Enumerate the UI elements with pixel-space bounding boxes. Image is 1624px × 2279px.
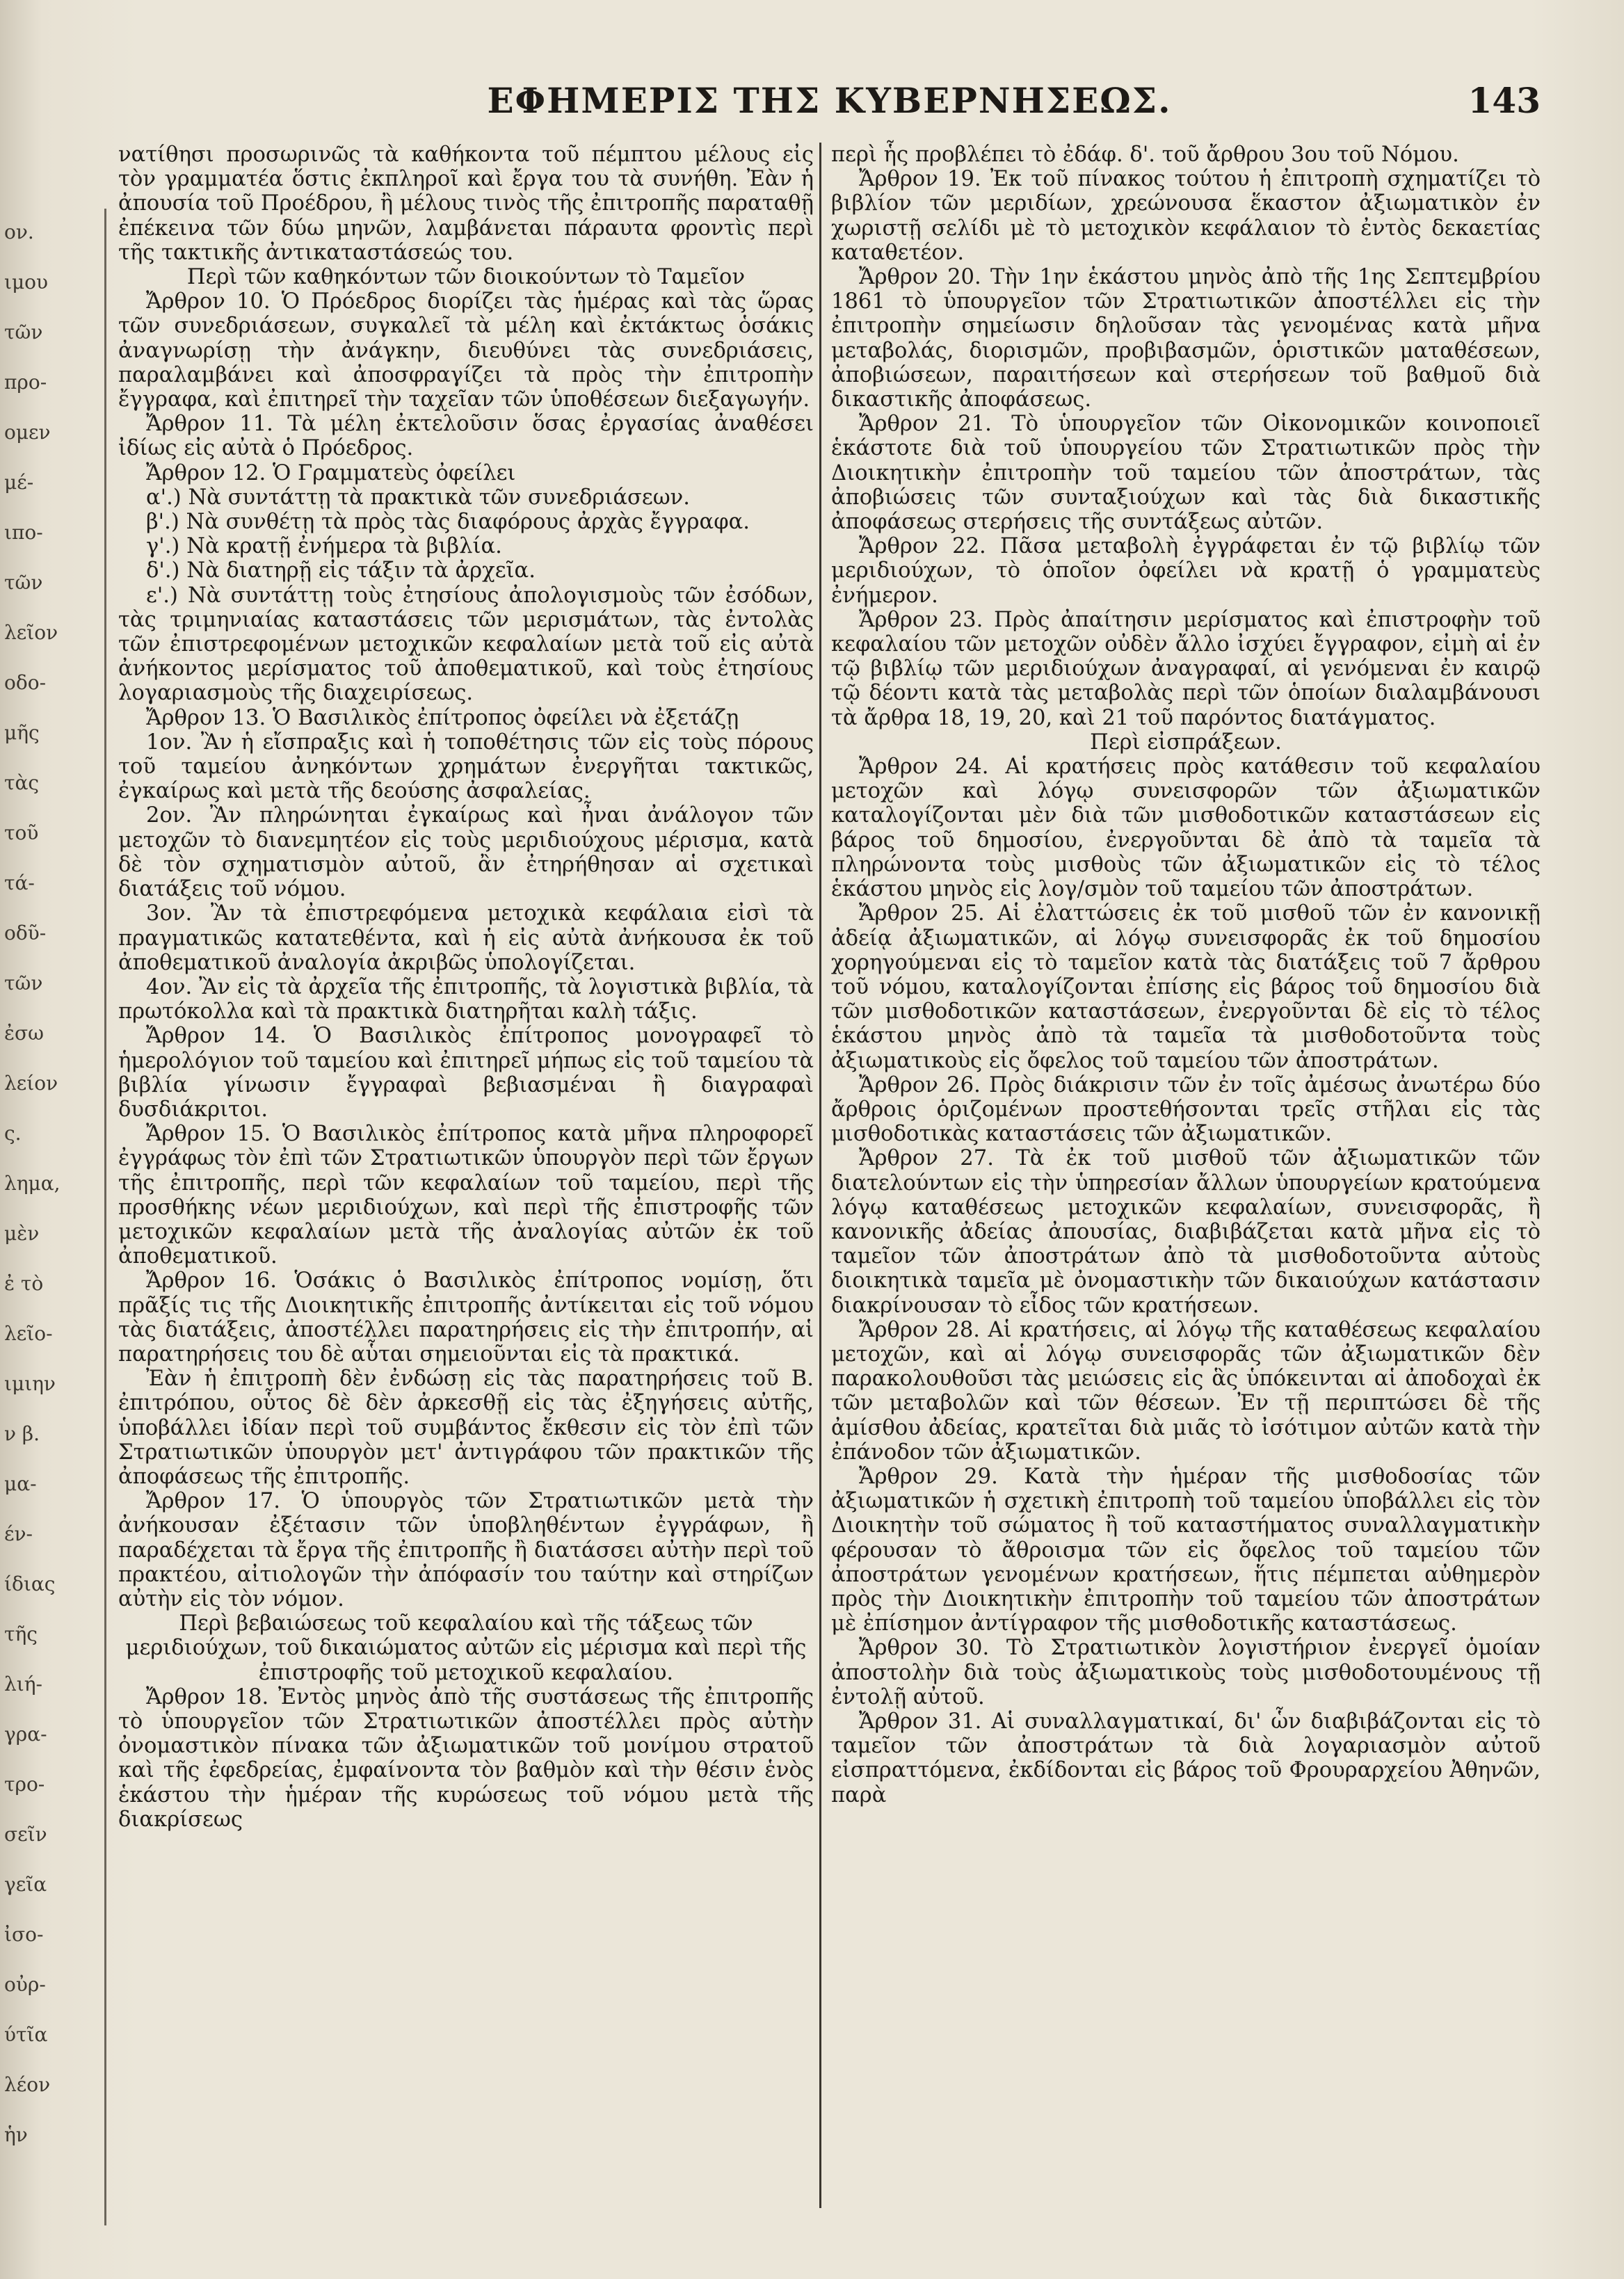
paragraph: β'.) Νὰ συνθέτῃ τὰ πρὸς τὰς διαφόρους ἀρχὰς ἔγγραφα.: [146, 510, 750, 535]
paragraph: Ἄρθρον 11. Τὰ μέλη ἐκτελοῦσιν ὅσας ἐργασίας ἀναθέσει ἰδίως εἰς αὐτὰ ὁ Πρόεδρος.: [118, 412, 814, 461]
paragraph: Ἄρθρον 12. Ὁ Γραμματεὺς ὀφείλει: [146, 460, 516, 485]
paragraph: Ἄρθρον 22. Πᾶσα μεταβολὴ ἐγγράφεται ἐν τῷ βιβλίῳ τῶν μεριδιούχων, τὸ ὁποῖον ὀφείλει νὰ κρατῇ ὁ γραμματεὺς ἐνήμερον.: [831, 534, 1541, 608]
paragraph: περὶ ἧς προβλέπει τὸ ἐδάφ. δ'. τοῦ ἄρθρου 3ου τοῦ Νόμου.: [831, 143, 1459, 167]
page-number: 143: [1468, 80, 1541, 121]
margin-fragment: τῶν: [4, 321, 43, 344]
margin-fragment: τῶν: [4, 972, 43, 994]
margin-fragment: τοῦ: [4, 821, 39, 844]
column-divider: [819, 143, 821, 2208]
margin-fragment: γεῖα: [4, 1873, 47, 1896]
margin-fragment: λημα,: [4, 1172, 61, 1195]
paragraph: Ἄρθρον 15. Ὁ Βασιλικὸς ἐπίτροπος κατὰ μῆνα πληροφορεῖ ἐγγράφως τὸν ἐπὶ τῶν Στρατιωτικῶν ὑπουργὸν περὶ τῶν ἔργων τῆς ἐπιτροπῆς, περὶ τῶν κεφαλαίων τοῦ ταμείου, περὶ τῆς προσθήκης νέων μεριδιούχων, καὶ περὶ τῆς ἐπιστροφῆς τῶν μετοχικῶν κεφαλαίων μετὰ τῆς ἀναλογίας αὐτῶν ἐκ τοῦ ἀποθεματικοῦ.: [118, 1122, 814, 1269]
margin-fragment: ιμου: [4, 271, 49, 293]
margin-fragment: γρα-: [4, 1723, 47, 1746]
margin-fragment: τά-: [4, 871, 35, 894]
right-column: [831, 143, 1541, 1807]
margin-fragment: ἰσο-: [4, 1923, 44, 1946]
paragraph: α'.) Νὰ συντάττῃ τὰ πρακτικὰ τῶν συνεδριάσεων.: [146, 485, 690, 510]
margin-fragment: τὰς: [4, 771, 40, 794]
section-heading: Περὶ βεβαιώσεως τοῦ κεφαλαίου καὶ τῆς τάξεως τῶν μεριδιούχων, τοῦ δικαιώματος αὐτῶν εἰς μέρισμα καὶ περὶ τῆς ἐπιστροφῆς τοῦ μετοχικοῦ κεφαλαίου.: [125, 1611, 807, 1685]
margin-fragment: ον.: [4, 220, 34, 243]
margin-fragment: λιή-: [4, 1673, 42, 1696]
margin-fragment: λέον: [4, 2073, 51, 2096]
paragraph: 1ον. Ἂν ἡ εἴσπραξις καὶ ἡ τοποθέτησις τῶν εἰς τοὺς πόρους τοῦ ταμείου ἀνηκόντων χρημάτων ἐνεργῆται τακτικῶς, ἐγκαίρως καὶ μετὰ τῆς δεούσης ἀσφαλείας.: [118, 730, 814, 804]
margin-fragment: ς.: [4, 1122, 22, 1145]
margin-fragment: τῶν: [4, 571, 43, 594]
paragraph: Ἄρθρον 13. Ὁ Βασιλικὸς ἐπίτροπος ὀφείλει νὰ ἐξετάζῃ: [146, 705, 739, 730]
margin-fragment: ιπο-: [4, 521, 43, 544]
margin-fragment: μα-: [4, 1472, 37, 1495]
paragraph: Ἄρθρον 10. Ὁ Πρόεδρος διορίζει τὰς ἡμέρας καὶ τὰς ὥρας τῶν συνεδριάσεων, συγκαλεῖ τὰ μέλη καὶ ἐκτάκτως ὁσάκις ἀναγνωρίσῃ τὴν ἀνάγκην, διευθύνει τὰς συνεδριάσεις, παραλαμβάνει καὶ ἀποσφραγίζει τὰ πρὸς τὴν ἐπιτροπὴν ἔγγραφα, καὶ ἐπιτηρεῖ τὴν ταχεῖαν τῶν ὑποθέσεων διεξαγωγήν.: [118, 289, 814, 412]
paragraph: Ἄρθρον 14. Ὁ Βασιλικὸς ἐπίτροπος μονογραφεῖ τὸ ἡμερολόγιον τοῦ ταμείου καὶ ἐπιτηρεῖ μήπως εἰς τοῦ ταμείου τὰ βιβλία γίνωσιν ἔγγραφαὶ βεβιασμέναι ἢ διαγραφαὶ δυσδιάκριτοι.: [118, 1024, 814, 1122]
paragraph: Ἄρθρον 20. Τὴν 1ην ἑκάστου μηνὸς ἀπὸ τῆς 1ης Σεπτεμβρίου 1861 τὸ ὑπουργεῖον τῶν Στρατιωτικῶν ἀποστέλλει εἰς τὴν ἐπιτροπὴν σημείωσιν δηλοῦσαν τὰς γενομένας κατὰ μῆνα μεταβολάς, διορισμῶν, προβιβασμῶν, ὁριστικῶν ματαθέσεων, ἀποβιώσεων, παραιτήσεων καὶ στερήσεων τοῦ βαθμοῦ διὰ δικαστικῆς ἀποφάσεως.: [831, 265, 1541, 412]
margin-fragment: οδο-: [4, 671, 47, 694]
margin-fragment: έν-: [4, 1522, 33, 1545]
paragraph: 3ον. Ἂν τὰ ἐπιστρεφόμενα μετοχικὰ κεφάλαια εἰσὶ τὰ πραγματικῶς κατατεθέντα, καὶ ἡ εἰς αὐτὰ ἀνήκουσα ἐκ τοῦ ἀποθεματικοῦ ἀναλογία ἀκριβῶς ὑπολογίζεται.: [118, 901, 814, 975]
paragraph: Ἄρθρον 23. Πρὸς ἀπαίτησιν μερίσματος καὶ ἐπιστροφὴν τοῦ κεφαλαίου τῶν μετοχῶν οὐδὲν ἄλλο ἰσχύει ἔγγραφον, εἰμὴ αἱ ἐν τῷ βιβλίῳ τῶν μεριδιούχων ἀναγραφαί, αἱ γενόμεναι ἐν καιρῷ τῷ δέοντι κατὰ τὰς μεταβολὰς περὶ τῶν ὁποίων διαλαμβάνουσι τὰ ἄρθρα 18, 19, 20, καὶ 21 τοῦ παρόντος διατάγματος.: [831, 607, 1541, 730]
margin-fragment: ν β.: [4, 1422, 40, 1445]
margin-fragment: μῆς: [4, 721, 40, 744]
paragraph: Ἐὰν ἡ ἐπιτροπὴ δὲν ἐνδώσῃ εἰς τὰς παρατηρήσεις τοῦ Β. ἐπιτρόπου, οὗτος δὲ δὲν ἀρκεσθῇ εἰς τὰς ἐξηγήσεις αὐτῆς, ὑποβάλλει ἰδίαν περὶ τοῦ συμβάντος ἔκθεσιν εἰς τὸν ἐπὶ τῶν Στρατιωτικῶν ὑπουργὸν μετ' ἀντιγράφου τῶν πρακτικῶν τῆς ἀποφάσεως τῆς ἐπιτροπῆς.: [118, 1367, 814, 1489]
gazette-title: ΕΦΗΜΕΡΙΣ ΤΗΣ ΚΥΒΕΡΝΗΣΕΩΣ.: [487, 80, 1172, 121]
paragraph: Ἄρθρον 16. Ὁσάκις ὁ Βασιλικὸς ἐπίτροπος νομίσῃ, ὅτι πρᾶξίς τις τῆς Διοικητικῆς ἐπιτροπῆς ἀντίκειται εἰς τοῦ νόμου τὰς διατάξεις, ἀποστέλλει παρατηρήσεις εἰς τὴν ἐπιτροπήν, αἱ παρατηρήσεις του δὲ αὗται σημειοῦνται εἰς τὰ πρακτικά.: [118, 1269, 814, 1367]
margin-fragment: προ-: [4, 371, 47, 394]
margin-fragment: ίδιας: [4, 1572, 56, 1595]
margin-fragment: λείον: [4, 1072, 58, 1095]
paragraph: Ἄρθρον 27. Τὰ ἐκ τοῦ μισθοῦ τῶν ἀξιωματικῶν τῶν διατελούντων εἰς τὴν ὑπηρεσίαν ἄλλων ὑπουργείων κρατούμενα λόγῳ καταθέσεως μετοχικῶν κεφαλαίων, συνεισφορᾶς, ἢ κανονικῆς ἀδείας ἀπουσίας, διαβιβάζεται κατὰ μῆνα εἰς τὸ ταμεῖον τῶν ἀποστράτων ἀπὸ τὰ μισθοδοτοῦντα αὐτοὺς διοικητικὰ ταμεῖα μὲ ὀνομαστικὴν τῶν δικαιούχων κατάστασιν διακρίνουσαν τὸ εἶδος τῶν κρατήσεων.: [831, 1146, 1541, 1318]
paragraph: Ἄρθρον 18. Ἐντὸς μηνὸς ἀπὸ τῆς συστάσεως τῆς ἐπιτροπῆς τὸ ὑπουργεῖον τῶν Στρατιωτικῶν ἀποστέλλει πρὸς αὐτὴν ὀνομαστικὸν πίνακα τῶν ἀξιωματικῶν τοῦ μονίμου στρατοῦ καὶ τῆς ἐφεδρείας, ἐμφαίνοντα τὸν βαθμὸν καὶ τὴν θέσιν ἑνὸς ἑκάστου τὴν ἡμέραν τῆς κυρώσεως τοῦ νόμου μετὰ τῆς διακρίσεως: [118, 1684, 814, 1832]
margin-fragment: ιμιην: [4, 1372, 56, 1395]
paragraph: Ἄρθρον 30. Τὸ Στρατιωτικὸν λογιστήριον ἐνεργεῖ ὁμοίαν ἀποστολὴν διὰ τοὺς ἀξιωματικοὺς τοὺς μισθοδοτουμένους τῇ ἐντολῇ αὐτοῦ.: [831, 1636, 1541, 1709]
margin-fragment: τρο-: [4, 1773, 45, 1796]
section-heading: Περὶ εἰσπράξεων.: [1090, 730, 1282, 755]
paragraph: Ἄρθρον 19. Ἐκ τοῦ πίνακος τούτου ἡ ἐπιτροπὴ σχηματίζει τὸ βιβλίον τῶν μεριδίων, χρεώνουσα ἕκαστον ἀξιωματικὸν ἐν χωριστῇ σελίδι μὲ τὸ μετοχικὸν κεφάλαιον τὸ ἐντὸς δεκαετίας καταθετέον.: [831, 167, 1541, 265]
left-column: [118, 143, 814, 1832]
paragraph: Ἄρθρον 17. Ὁ ὑπουργὸς τῶν Στρατιωτικῶν μετὰ τὴν ἀνήκουσαν ἐξέτασιν τῶν ὑποβληθέντων ἐγγράφων, ἢ παραδέχεται τὰ ἔργα τῆς ἐπιτροπῆς ἢ διατάσσει αὐτὴν περὶ τοῦ πρακτέου, αἰτιολογῶν τὴν ἀπόφασίν του ταύτην καὶ στηρίζων αὐτὴν εἰς τὸν νόμον.: [118, 1489, 814, 1611]
margin-fragment: ομεν: [4, 421, 51, 444]
paragraph: Ἄρθρον 29. Κατὰ τὴν ἡμέραν τῆς μισθοδοσίας τῶν ἀξιωματικῶν ἡ σχετικὴ ἐπιτροπὴ τοῦ ταμείου ὑποβάλλει εἰς τὸν Διοικητὴν τοῦ σώματος ἢ τοῦ καταστήματος συναλλαγματικὴν φέρουσαν τὸ ἄθροισμα τῶν εἰς ὄφελος τοῦ ταμείου τῶν ἀποστράτων γενομένων κρατήσεων, ἥτις πέμπεται αὐθημερὸν πρὸς τὴν Διοικητικὴν ἐπιτροπὴν τοῦ ταμείου τῶν ἀποστράτων μὲ ἐπίσημον ἀντίγραφον τῆς μισθοδοτικῆς καταστάσεως.: [831, 1464, 1541, 1636]
margin-fragment: ἡν: [4, 2123, 28, 2146]
paragraph: Ἄρθρον 26. Πρὸς διάκρισιν τῶν ἐν τοῖς ἀμέσως ἀνωτέρω δύο ἄρθροις ὁριζομένων προστεθήσονται τρεῖς στῆλαι εἰς τὰς μισθοδοτικὰς καταστάσεις τῶν ἀξιωματικῶν.: [831, 1072, 1541, 1147]
paragraph: Ἄρθρον 21. Τὸ ὑπουργεῖον τῶν Οἰκονομικῶν κοινοποιεῖ ἑκάστοτε διὰ τοῦ ὑπουργείου τῶν Στρατιωτικῶν πρὸς τὴν Διοικητικὴν ἐπιτροπὴν τοῦ ταμείου τῶν ἀποστράτων, τὰς ἀποβιώσεις τῶν συνταξιούχων καὶ τὰς διὰ δικαστικῆς ἀποφάσεως στερήσεις τῆς συντάξεως αὐτῶν.: [831, 412, 1541, 535]
margin-fragment: οὐρ-: [4, 1973, 46, 1996]
margin-fragment: μὲν: [4, 1222, 40, 1245]
margin-fragment: ἐ τὸ: [4, 1272, 44, 1295]
margin-fragment: λεῖο-: [4, 1322, 53, 1345]
margin-fragment: σεῖν: [4, 1823, 47, 1846]
section-heading: Περὶ τῶν καθηκόντων τῶν διοικούντων τὸ Ταμεῖον: [186, 265, 746, 290]
previous-page-margin: [0, 209, 106, 2225]
margin-fragment: οδῦ-: [4, 921, 47, 944]
page-header: [118, 80, 1541, 129]
margin-fragment: μέ-: [4, 471, 34, 494]
margin-fragment: ἐσω: [4, 1022, 44, 1045]
paragraph: 2ον. Ἂν πληρώνηται ἐγκαίρως καὶ ἦναι ἀνάλογον τῶν μετοχῶν τὸ διανεμητέον εἰς τοὺς μεριδιούχους μέρισμα, κατὰ δὲ τὸν σχηματισμὸν αὐτοῦ, ἂν ἐτηρήθησαν αἱ σχετικαὶ διατάξεις τοῦ νόμου.: [118, 803, 814, 902]
margin-fragment: λεῖον: [4, 621, 58, 644]
paragraph: ε'.) Νὰ συντάττῃ τοὺς ἐτησίους ἀπολογισμοὺς τῶν ἐσόδων, τὰς τριμηνιαίας καταστάσεις τῶν μερισμάτων, τὰς ἐντολὰς τῶν ἐπιστρεφομένων μετοχικῶν κεφαλαίων μετὰ τοῦ εἰς αὐτὰ ἀνήκοντος μερίσματος τοῦ ἀποθεματικοῦ, καὶ τοὺς ἐτησίους λογαριασμοὺς τῆς διαχειρίσεως.: [118, 583, 814, 706]
paragraph: δ'.) Νὰ διατηρῇ εἰς τάξιν τὰ ἀρχεῖα.: [146, 558, 536, 583]
paragraph: γ'.) Νὰ κρατῇ ἐνήμερα τὰ βιβλία.: [146, 534, 502, 559]
paragraph: νατίθησι προσωρινῶς τὰ καθήκοντα τοῦ πέμπτου μέλους εἰς τὸν γραμματέα ὅστις ἐκπληροῖ καὶ ἔργα του τὰ συνήθη. Ἐὰν ἡ ἀπουσία τοῦ Προέδρου, ἢ μέλους τινὸς τῆς ἐπιτροπῆς παραταθῇ ἐπέκεινα τῶν δύω μηνῶν, λαμβάνεται πάραυτα φροντὶς περὶ τῆς τακτικῆς ἀντικαταστάσεώς του.: [118, 143, 814, 265]
margin-fragment: ύτῖα: [4, 2023, 48, 2046]
paragraph: Ἄρθρον 31. Αἱ συναλλαγματικαί, δι' ὧν διαβιβάζονται εἰς τὸ ταμεῖον τῶν ἀποστράτων τὰ διὰ λογαριασμὸν αὐτοῦ εἰσπραττόμενα, ἐκδίδονται εἰς βάρος τοῦ Φρουραρχείου Ἀθηνῶν, παρὰ: [831, 1709, 1541, 1807]
paragraph: Ἄρθρον 25. Αἱ ἐλαττώσεις ἐκ τοῦ μισθοῦ τῶν ἐν κανονικῇ ἀδείᾳ ἀξιωματικῶν, αἱ λόγῳ συνεισφορᾶς ἐκ τοῦ δημοσίου χορηγούμεναι εἰς τὸ ταμεῖον κατὰ τὰς διατάξεις τοῦ 7 ἄρθρου τοῦ νόμου, καταλογίζονται ἐπίσης εἰς βάρος τοῦ δημοσίου διὰ τῶν μισθοδοτικῶν καταστάσεων, ἐνεργοῦνται δὲ εἰς τὸ τέλος ἑκάστου μηνὸς ἀπὸ τὰ ταμεῖα τὰ μισθοδοτοῦντα τοὺς ἀξιωματικοὺς εἰς ὄφελος τοῦ ταμείου τῶν ἀποστράτων.: [831, 901, 1541, 1073]
paragraph: 4ον. Ἂν εἰς τὰ ἀρχεῖα τῆς ἐπιτροπῆς, τὰ λογιστικὰ βιβλία, τὰ πρωτόκολλα καὶ τὰ πρακτικὰ διατηρῆται καλὴ τάξις.: [118, 974, 814, 1024]
paragraph: Ἄρθρον 28. Αἱ κρατήσεις, αἱ λόγῳ τῆς καταθέσεως κεφαλαίου μετοχῶν, καὶ αἱ λόγῳ συνεισφορᾶς τῶν ἀξιωματικῶν δὲν παρακολουθοῦσι τὰς μειώσεις εἰς ἃς ὑπόκεινται αἱ ἀποδοχαὶ ἐκ τῶν μεταβολῶν καὶ τῶν θέσεων. Ἐν τῇ περιπτώσει δὲ τῆς ἀμίσθου ἀδείας, κρατεῖται διὰ μιᾶς τὸ ἰσότιμον αὐτῶν κατὰ τὴν ἐπάνοδον τῶν ἀξιωματικῶν.: [831, 1317, 1541, 1465]
margin-fragment: τῆς: [4, 1622, 38, 1645]
paragraph: Ἄρθρον 24. Αἱ κρατήσεις πρὸς κατάθεσιν τοῦ κεφαλαίου μετοχῶν καὶ λόγῳ συνεισφορῶν τῶν ἀξιωματικῶν καταλογίζονται μὲν διὰ τῶν μισθοδοτικῶν καταστάσεων εἰς βάρος τοῦ δημοσίου, ἐνεργοῦνται δὲ ἀπὸ τὰ ταμεῖα τὰ πληρώνοντα τοὺς μισθοὺς τῶν ἀξιωματικῶν εἰς τὸ τέλος ἑκάστου μηνὸς εἰς λογ/σμὸν τοῦ ταμείου τῶν ἀποστράτων.: [831, 755, 1541, 902]
